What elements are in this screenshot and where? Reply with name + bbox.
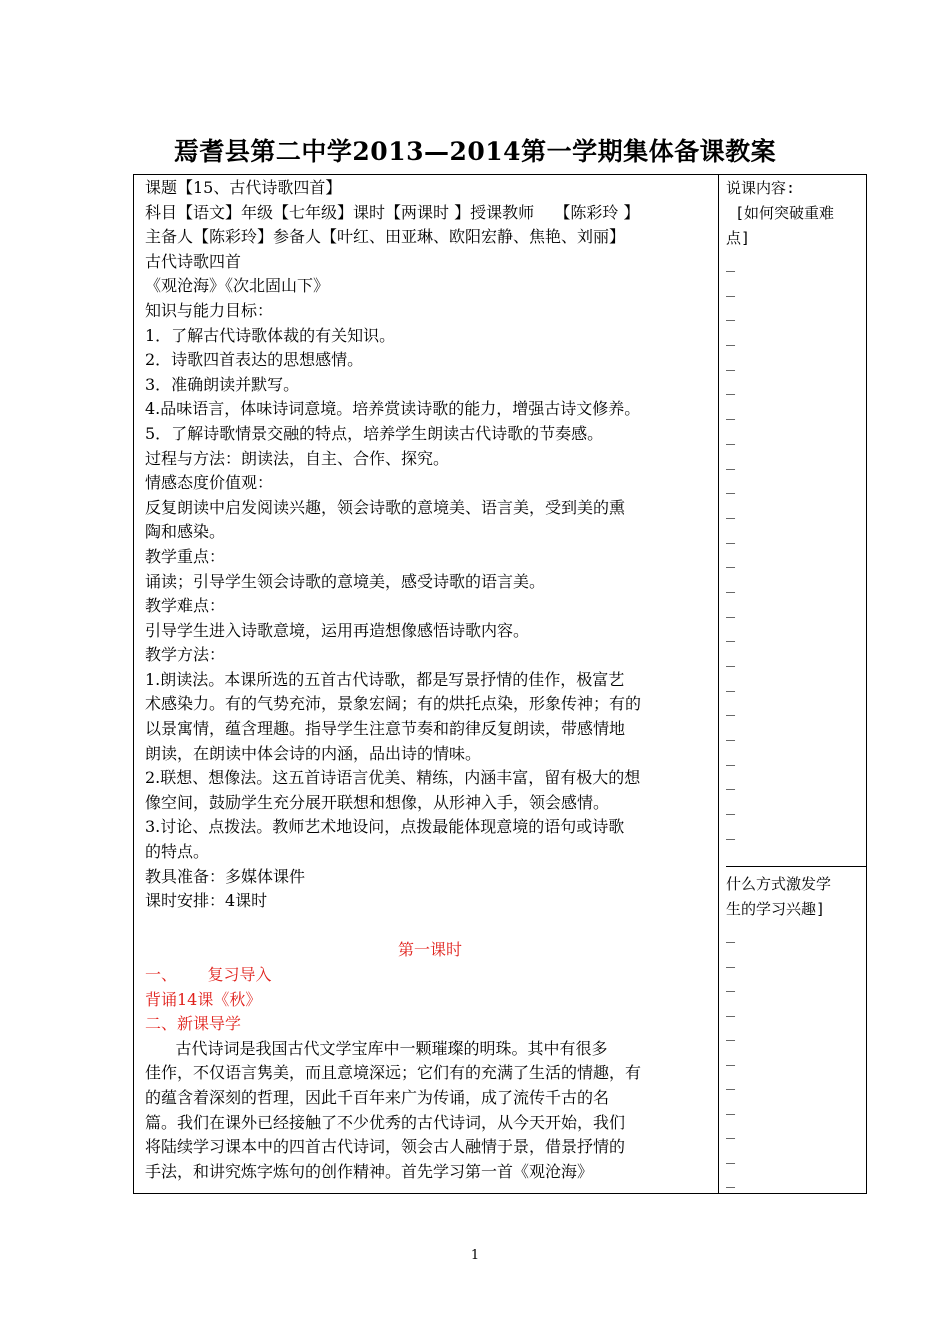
blank-line-marker: _ <box>726 278 736 297</box>
text-line: 5．了解诗歌情景交融的特点，培养学生朗读古代诗歌的节奏感。 <box>145 423 604 443</box>
notes-blank-lines <box>726 251 866 844</box>
blank-line-marker: _ <box>726 525 736 544</box>
lesson-plan-content <box>145 176 715 1184</box>
motivation-prompt-line-1: 什么方式激发学 <box>726 875 832 893</box>
blank-line-marker: _ <box>726 772 736 791</box>
text-line: 1．了解古代诗歌体裁的有关知识。 <box>145 325 396 345</box>
page-title: 焉耆县第二中学2013—2014第一学期集体备课教案 <box>173 137 777 166</box>
text-line: 将陆续学习课本中的四首古代诗词，领会古人融情于景，借景抒情的 <box>145 1137 626 1157</box>
text-line: 2.联想、想像法。这五首诗语言优美、精练，内涵丰富，留有极大的想 <box>145 768 641 788</box>
blank-line-marker: _ <box>726 1170 736 1188</box>
text-line: 教学重点： <box>145 546 226 566</box>
text-line: 3.讨论、点拨法。教师艺术地设问，点拨最能体现意境的语句或诗歌 <box>145 817 625 837</box>
blank-line-marker: _ <box>726 377 736 396</box>
page-number: 1 <box>470 1248 480 1263</box>
blank-line-marker: _ <box>726 500 736 519</box>
text-line: 的蕴含着深刻的哲理，因此千百年来广为传诵，成了流传千古的名 <box>145 1087 610 1107</box>
text-line: 1.朗读法。本课所选的五首古代诗歌，都是写景抒情的佳作，极富艺 <box>145 669 625 689</box>
blank-line-marker: _ <box>726 254 736 272</box>
text-line: 反复朗读中启发阅读兴趣，领会诗歌的意境美、语言美，受到美的熏 <box>145 497 626 517</box>
text-line: 情感态度价值观： <box>145 473 274 493</box>
text-line: 朗读，在朗读中体会诗的内涵，品出诗的情味。 <box>145 743 482 763</box>
text-line: 术感染力。有的气势充沛，景象宏阔；有的烘托点染，形象传神；有的 <box>145 694 642 714</box>
text-line: 4.品味语言，体味诗词意境。培养赏读诗歌的能力，增强古诗文修养。 <box>145 399 641 419</box>
column-divider <box>718 174 719 1194</box>
text-line: 像空间，鼓励学生充分展开联想和想像，从形神入手，领会感情。 <box>145 792 610 812</box>
blank-line-marker: _ <box>726 476 736 495</box>
blank-line-marker: _ <box>726 352 736 371</box>
text-line: 2．诗歌四首表达的思想感情。 <box>145 350 364 370</box>
text-line: 课时安排：4课时 <box>145 891 268 911</box>
notes-prompt-line-1: [如何突破重难 <box>726 204 835 222</box>
text-line: 陶和感染。 <box>145 522 226 542</box>
blank-line-marker: _ <box>726 451 736 470</box>
blank-line-marker: _ <box>726 550 736 569</box>
text-line: 主备人【陈彩玲】参备人【叶红、田亚琳、欧阳宏静、焦艳、刘丽】 <box>145 227 626 247</box>
text-line: 知识与能力目标： <box>145 300 274 320</box>
text-line: 教学难点： <box>145 596 226 616</box>
motivation-blank-lines <box>726 922 866 1192</box>
text-line: 以景寓情，蕴含理趣。指导学生注意节奏和韵律反复朗读，带感情地 <box>145 719 626 739</box>
blank-line-marker: _ <box>726 698 736 717</box>
text-line: 诵读；引导学生领会诗歌的意境美，感受诗歌的语言美。 <box>145 571 546 591</box>
text-line: 教具准备：多媒体课件 <box>145 866 306 886</box>
blank-line-marker: _ <box>726 574 736 593</box>
text-line: 3．准确朗读并默写。 <box>145 374 300 394</box>
text-line: 篇。我们在课外已经接触了不少优秀的古代诗词，从今天开始，我们 <box>145 1112 626 1132</box>
text-line: 过程与方法：朗读法，自主、合作、探究。 <box>145 448 450 468</box>
blank-line-marker: _ <box>726 402 736 421</box>
text-line: 手法，和讲究炼字炼句的创作精神。首先学习第一首《观沧海》 <box>145 1161 594 1181</box>
motivation-prompt-line-2: 生的学习兴趣] <box>726 900 826 918</box>
blank-line-marker: _ <box>726 328 736 347</box>
blank-line-marker: _ <box>726 303 736 322</box>
blank-line-marker: _ <box>726 723 736 742</box>
text-line: 佳作，不仅语言隽美，而且意境深远；它们有的充满了生活的情趣，有 <box>145 1063 642 1083</box>
text-line: 的特点。 <box>145 842 210 862</box>
text-line: 古代诗词是我国古代文学宝库中一颗璀璨的明珠。其中有很多 <box>145 1038 608 1058</box>
text-line: 课题【15、古代诗歌四首】 <box>145 178 342 197</box>
blank-line-marker: _ <box>726 1023 736 1041</box>
notes-separator <box>726 866 867 867</box>
blank-line-marker: _ <box>726 998 736 1017</box>
blank-line-marker: _ <box>726 673 736 692</box>
text-line: 古代诗歌四首 <box>145 251 242 271</box>
notes-heading: 说课内容: <box>726 179 796 197</box>
blank-line-marker: _ <box>726 797 736 816</box>
text-line: 引导学生进入诗歌意境，运用再造想像感悟诗歌内容。 <box>145 620 530 640</box>
blank-line-marker: _ <box>726 649 736 667</box>
motivation-notes <box>726 872 866 1192</box>
blank-line-marker: _ <box>726 624 736 643</box>
blank-line-marker: _ <box>726 974 736 992</box>
text-line: 背诵14课《秋》 <box>145 989 262 1009</box>
blank-line <box>145 914 715 939</box>
blank-line-marker: _ <box>726 1145 736 1164</box>
blank-line-marker: _ <box>726 821 736 840</box>
blank-line-marker: _ <box>726 426 736 445</box>
text-line: 科目【语文】年级【七年级】课时【两课时 】授课教师 【陈彩玲 】 <box>145 202 640 222</box>
blank-line-marker: _ <box>726 949 736 968</box>
blank-line-marker: _ <box>726 1047 736 1066</box>
text-line: 第一课时 <box>397 940 462 960</box>
blank-line-marker: _ <box>726 1072 736 1090</box>
notes-prompt-line-2: 点] <box>726 229 751 247</box>
blank-line-marker: _ <box>726 925 736 943</box>
blank-line-marker: _ <box>726 1096 736 1115</box>
text-line: 二、新课导学 <box>145 1014 242 1034</box>
lesson-notes-column <box>726 176 866 844</box>
blank-line-marker: _ <box>726 599 736 618</box>
blank-line-marker: _ <box>726 1121 736 1139</box>
text-line: 一、 复习导入 <box>145 965 272 984</box>
text-line: 《观沧海》《次北固山下》 <box>145 276 330 296</box>
blank-line-marker: _ <box>726 747 736 766</box>
text-line: 教学方法： <box>145 645 226 665</box>
